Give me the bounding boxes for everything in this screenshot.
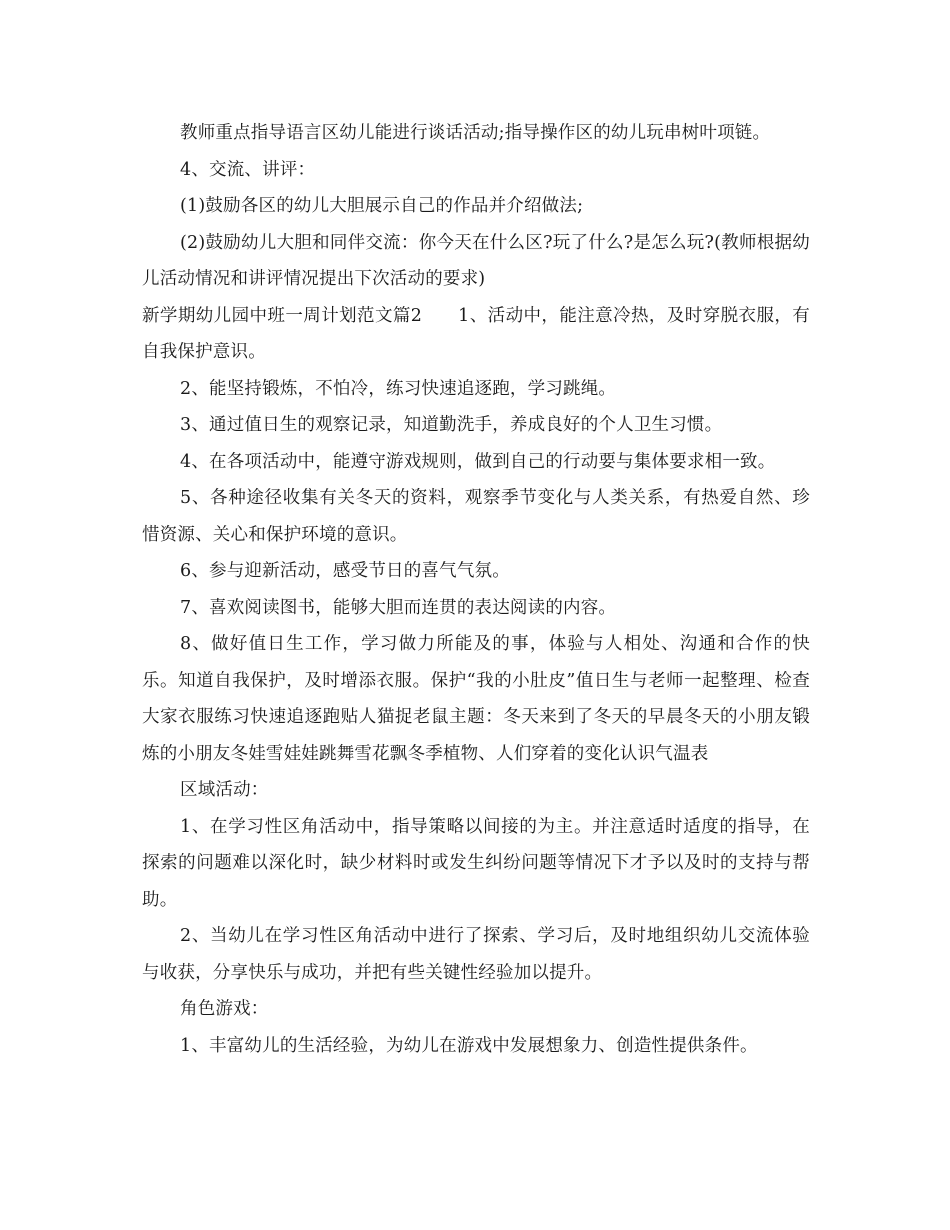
paragraph: 3、通过值日生的观察记录，知道勤洗手，养成良好的个人卫生习惯。: [180, 415, 723, 435]
paragraph: 6、参与迎新活动，感受节日的喜气气氛。: [180, 561, 510, 581]
subheading-paragraph: 角色游戏：: [180, 999, 269, 1019]
section-heading-paragraph: 新学期幼儿园中班一周计划范文篇2 1、活动中，能注意冷热，及时穿脱衣服，有自我保护意识。: [142, 305, 810, 362]
document-body: [142, 115, 810, 1064]
paragraph: 1、丰富幼儿的生活经验，为幼儿在游戏中发展想象力、创造性提供条件。: [180, 1035, 758, 1056]
subheading-paragraph: 区域活动：: [180, 780, 269, 800]
paragraph: 教师重点指导语言区幼儿能进行谈话活动;指导操作区的幼儿玩串树叶项链。: [180, 123, 771, 143]
paragraph: 1、在学习性区角活动中，指导策略以间接的为主。并注意适时适度的指导，在探索的问题难以深化时，缺少材料时或发生纠纷问题等情况下才予以及时的支持与帮助。: [142, 816, 810, 910]
paragraph: 5、各种途径收集有关冬天的资料，观察季节变化与人类关系，有热爱自然、珍惜资源、关心和保护环境的意识。: [142, 488, 810, 545]
paragraph: (1)鼓励各区的幼儿大胆展示自己的作品并介绍做法;: [180, 196, 584, 216]
paragraph: 2、能坚持锻炼，不怕冷，练习快速追逐跑，学习跳绳。: [180, 378, 617, 399]
paragraph: (2)鼓励幼儿大胆和同伴交流：你今天在什么区?玩了什么?是怎么玩?(教师根据幼儿活动情况和讲评情况提出下次活动的要求): [142, 232, 810, 289]
paragraph: 8、做好值日生工作，学习做力所能及的事，体验与人相处、沟通和合作的快乐。知道自我保护，及时增添衣服。保护“我的小肚皮”值日生与老师一起整理、检查大家衣服练习快速追逐跑贴人猫捉老鼠主题：冬天来到了冬天的早晨冬天的小朋友锻炼的小朋友冬娃雪娃娃跳舞雪花飘冬季植物、人们穿着的变化认识气温表: [142, 634, 810, 764]
paragraph: 2、当幼儿在学习性区角活动中进行了探索、学习后，及时地组织幼儿交流体验与收获，分享快乐与成功，并把有些关键性经验加以提升。: [142, 926, 810, 983]
paragraph: 7、喜欢阅读图书，能够大胆而连贯的表达阅读的内容。: [180, 597, 617, 618]
paragraph: 4、在各项活动中，能遵守游戏规则，做到自己的行动要与集体要求相一致。: [180, 451, 776, 472]
paragraph: 4、交流、讲评：: [180, 159, 316, 180]
